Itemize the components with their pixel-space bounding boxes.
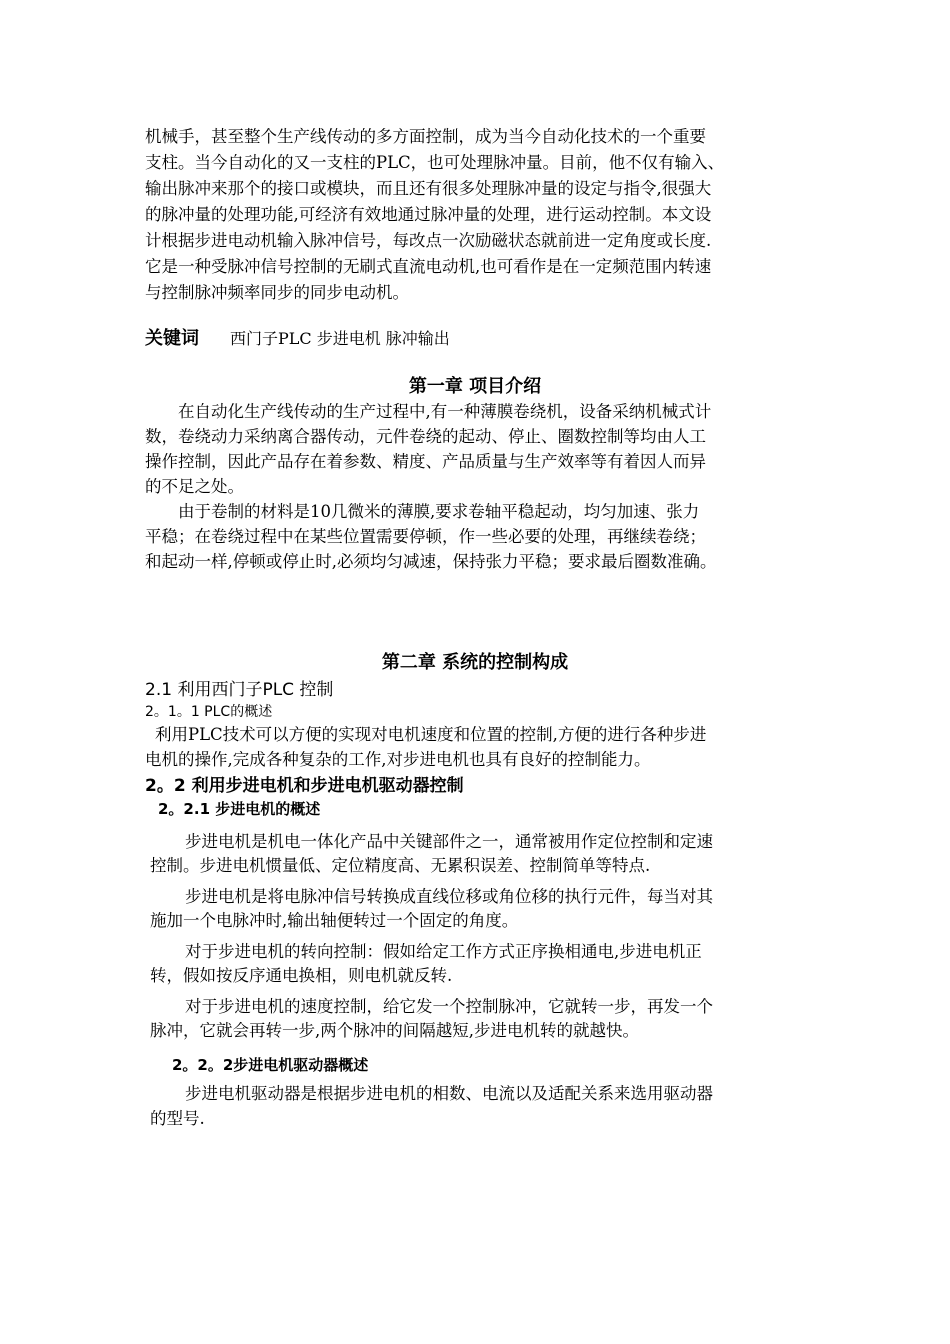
keywords-text: 西门子PLC 步进电机 脉冲输出	[230, 329, 450, 348]
paragraph-line: 控制。步进电机惯量低、定位精度高、无累积误差、控制简单等特点.	[150, 856, 651, 875]
paragraph-line: 平稳；在卷绕过程中在某些位置需要停顿，作一些必要的处理，再继续卷绕；	[145, 527, 706, 546]
abstract-line: 支柱。当今自动化的又一支柱的PLC，也可处理脉冲量。目前，他不仅有输入、	[145, 153, 725, 172]
abstract-line: 与控制脉冲频率同步的同步电动机。	[145, 283, 409, 302]
keywords-label: 关键词	[145, 328, 199, 349]
paragraph-line: 步进电机是机电一体化产品中关键部件之一，通常被用作定位控制和定速	[185, 832, 713, 851]
paragraph-line: 脉冲，它就会再转一步,两个脉冲的间隔越短,步进电机转的就越快。	[150, 1021, 639, 1040]
abstract-line: 机械手，甚至整个生产线传动的多方面控制，成为当今自动化技术的一个重要	[145, 127, 706, 146]
paragraph-line: 电机的操作,完成各种复杂的工作,对步进电机也具有良好的控制能力。	[145, 750, 651, 769]
abstract-line: 它是一种受脉冲信号控制的无刷式直流电动机,也可看作是在一定频范围内转速	[145, 257, 712, 276]
paragraph-line: 对于步进电机的转向控制：假如给定工作方式正序换相通电,步进电机正	[185, 942, 702, 961]
chapter1-title: 第一章 项目介绍	[408, 376, 542, 397]
paragraph-line: 数，卷绕动力采纳离合器传动，元件卷绕的起动、停止、圈数控制等均由人工	[145, 427, 706, 446]
paragraph-line: 施加一个电脉冲时,输出轴便转过一个固定的角度。	[150, 911, 519, 930]
abstract-line: 输出脉冲来那个的接口或模块，而且还有很多处理脉冲量的设定与指令,很强大	[145, 179, 712, 198]
paragraph-line: 和起动一样,停顿或停止时,必须均匀减速，保持张力平稳；要求最后圈数准确。	[145, 552, 717, 571]
paragraph-line: 对于步进电机的速度控制，给它发一个控制脉冲，它就转一步，再发一个	[185, 997, 713, 1016]
paragraph-line: 由于卷制的材料是10几微米的薄膜,要求卷轴平稳起动，均匀加速、张力	[178, 502, 700, 521]
abstract-line: 的脉冲量的处理功能,可经济有效地通过脉冲量的处理，进行运动控制。本文设	[145, 205, 712, 224]
paragraph-line: 的型号.	[150, 1109, 205, 1128]
paragraph-line: 的不足之处。	[145, 477, 244, 496]
paragraph-line: 步进电机驱动器是根据步进电机的相数、电流以及适配关系来选用驱动器	[185, 1084, 713, 1103]
section-2-1-heading: 2.1 利用西门子PLC 控制	[145, 680, 334, 700]
paragraph-line: 操作控制，因此产品存在着参数、精度、产品质量与生产效率等有着因人而异	[145, 452, 706, 471]
section-2-2-2-heading: 2。2。2步进电机驱动器概述	[172, 1056, 369, 1074]
paragraph-line: 转，假如按反序通电换相，则电机就反转.	[150, 966, 453, 985]
paragraph-line: 利用PLC技术可以方便的实现对电机速度和位置的控制,方便的进行各种步进	[155, 725, 707, 744]
paragraph-line: 步进电机是将电脉冲信号转换成直线位移或角位移的执行元件，每当对其	[185, 887, 713, 906]
chapter2-title: 第二章 系统的控制构成	[381, 652, 569, 673]
abstract-line: 计根据步进电动机输入脉冲信号，每改点一次励磁状态就前进一定角度或长度.	[145, 231, 712, 250]
section-2-1-1-heading: 2。1。1 PLC的概述	[145, 704, 273, 720]
section-2-2-1-heading: 2。2.1 步进电机的概述	[158, 800, 321, 818]
section-2-2-heading: 2。2 利用步进电机和步进电机驱动器控制	[145, 776, 464, 796]
paragraph-line: 在自动化生产线传动的生产过程中,有一种薄膜卷绕机，设备采纳机械式计	[178, 402, 712, 421]
